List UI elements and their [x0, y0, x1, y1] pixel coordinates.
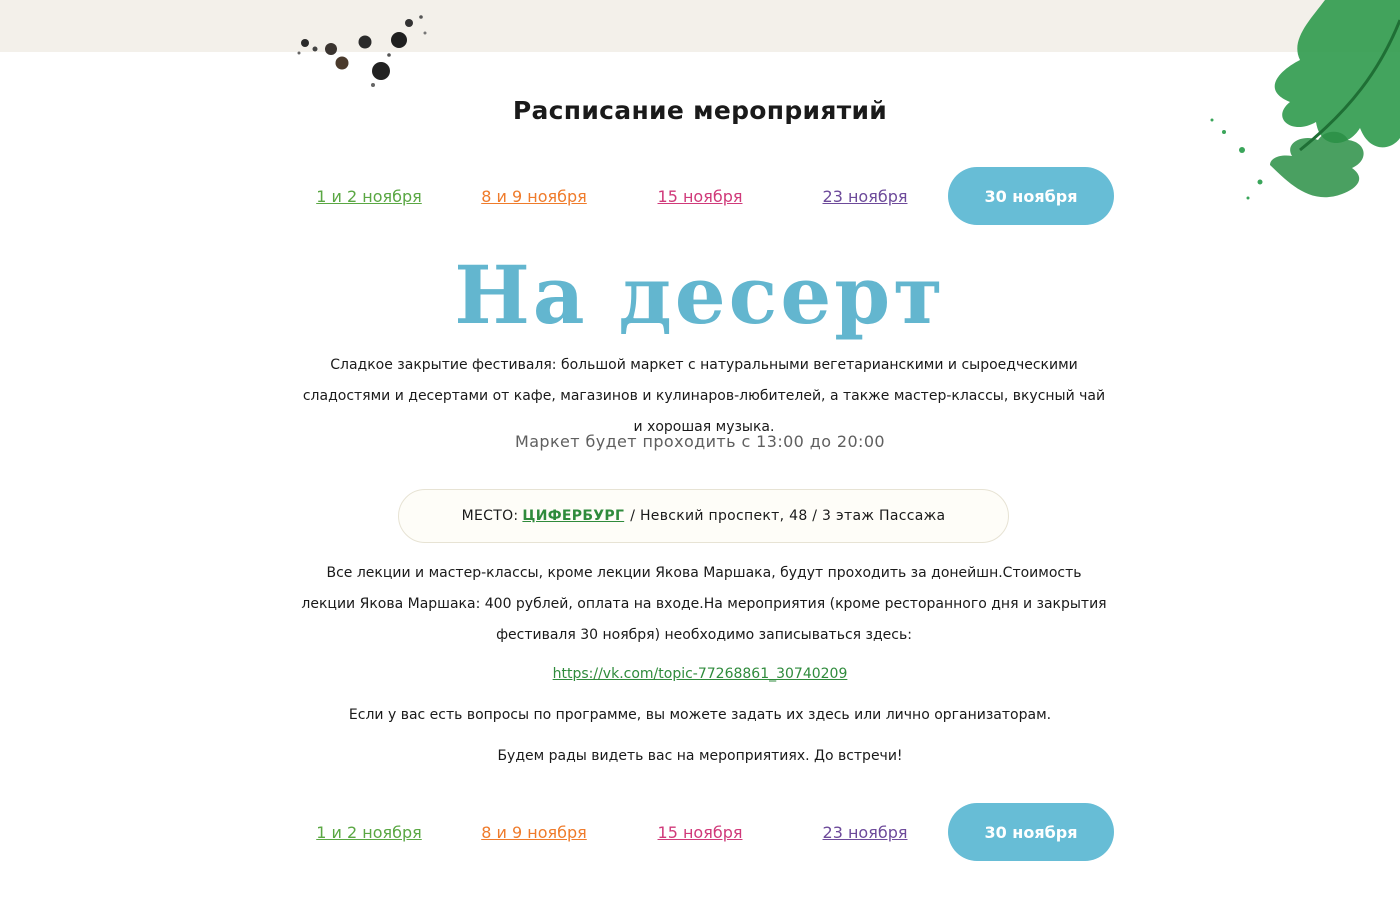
peppercorns-decoration-icon	[285, 5, 435, 95]
tab-nov-15[interactable]: 15 ноября	[657, 186, 743, 206]
questions-text: Если у вас есть вопросы по программе, вы можете задать их здесь или лично организаторам.	[348, 707, 1052, 723]
tab-nov-30-bottom-active[interactable]: 30 ноября	[948, 803, 1114, 861]
venue-box	[398, 489, 1009, 543]
date-tabs-bottom	[0, 803, 1400, 861]
vk-topic-link[interactable]: https://vk.com/topic-77268861_30740209	[552, 666, 848, 682]
tab-nov-30-active[interactable]: 30 ноября	[948, 167, 1114, 225]
page-title: Расписание мероприятий	[512, 96, 888, 125]
tab-nov-1-2-bottom[interactable]: 1 и 2 ноября	[316, 822, 422, 842]
venue-address: / Невский проспект, 48 / 3 этаж Пассажа	[630, 508, 946, 524]
venue-link[interactable]: ЦИФЕРБУРГ	[522, 508, 625, 524]
tab-nov-8-9-bottom[interactable]: 8 и 9 ноября	[481, 822, 587, 842]
tab-nov-15-bottom[interactable]: 15 ноября	[657, 822, 743, 842]
farewell-text: Будем рады видеть вас на мероприятиях. До встречи!	[497, 748, 903, 764]
event-description: Сладкое закрытие фестиваля: большой маркет с натуральными вегетарианскими и сыроедческими сладостями и десертами от кафе, магазинов и кулинаров-любителей, а также мастер-классы, вкусный чай и хорошая музыка.	[302, 357, 1106, 435]
venue-label: МЕСТО:	[461, 508, 519, 524]
date-tabs-top	[0, 167, 1400, 225]
event-title: На десерт	[454, 248, 946, 342]
vk-link-line	[0, 666, 1400, 682]
tab-nov-23[interactable]: 23 ноября	[822, 186, 908, 206]
tab-nov-1-2[interactable]: 1 и 2 ноября	[316, 186, 422, 206]
tab-nov-8-9[interactable]: 8 и 9 ноября	[481, 186, 587, 206]
info-text: Все лекции и мастер-классы, кроме лекции Якова Маршака, будут проходить за донейшн.Стоимость лекции Якова Маршака: 400 рублей, оплата на входе.На мероприятия (кроме ресторанного дня и закрытия фестиваля 30 ноября) необходимо записываться здесь:	[301, 565, 1107, 643]
tab-nov-23-bottom[interactable]: 23 ноября	[822, 822, 908, 842]
market-hours: Маркет будет проходить с 13:00 до 20:00	[514, 432, 885, 451]
